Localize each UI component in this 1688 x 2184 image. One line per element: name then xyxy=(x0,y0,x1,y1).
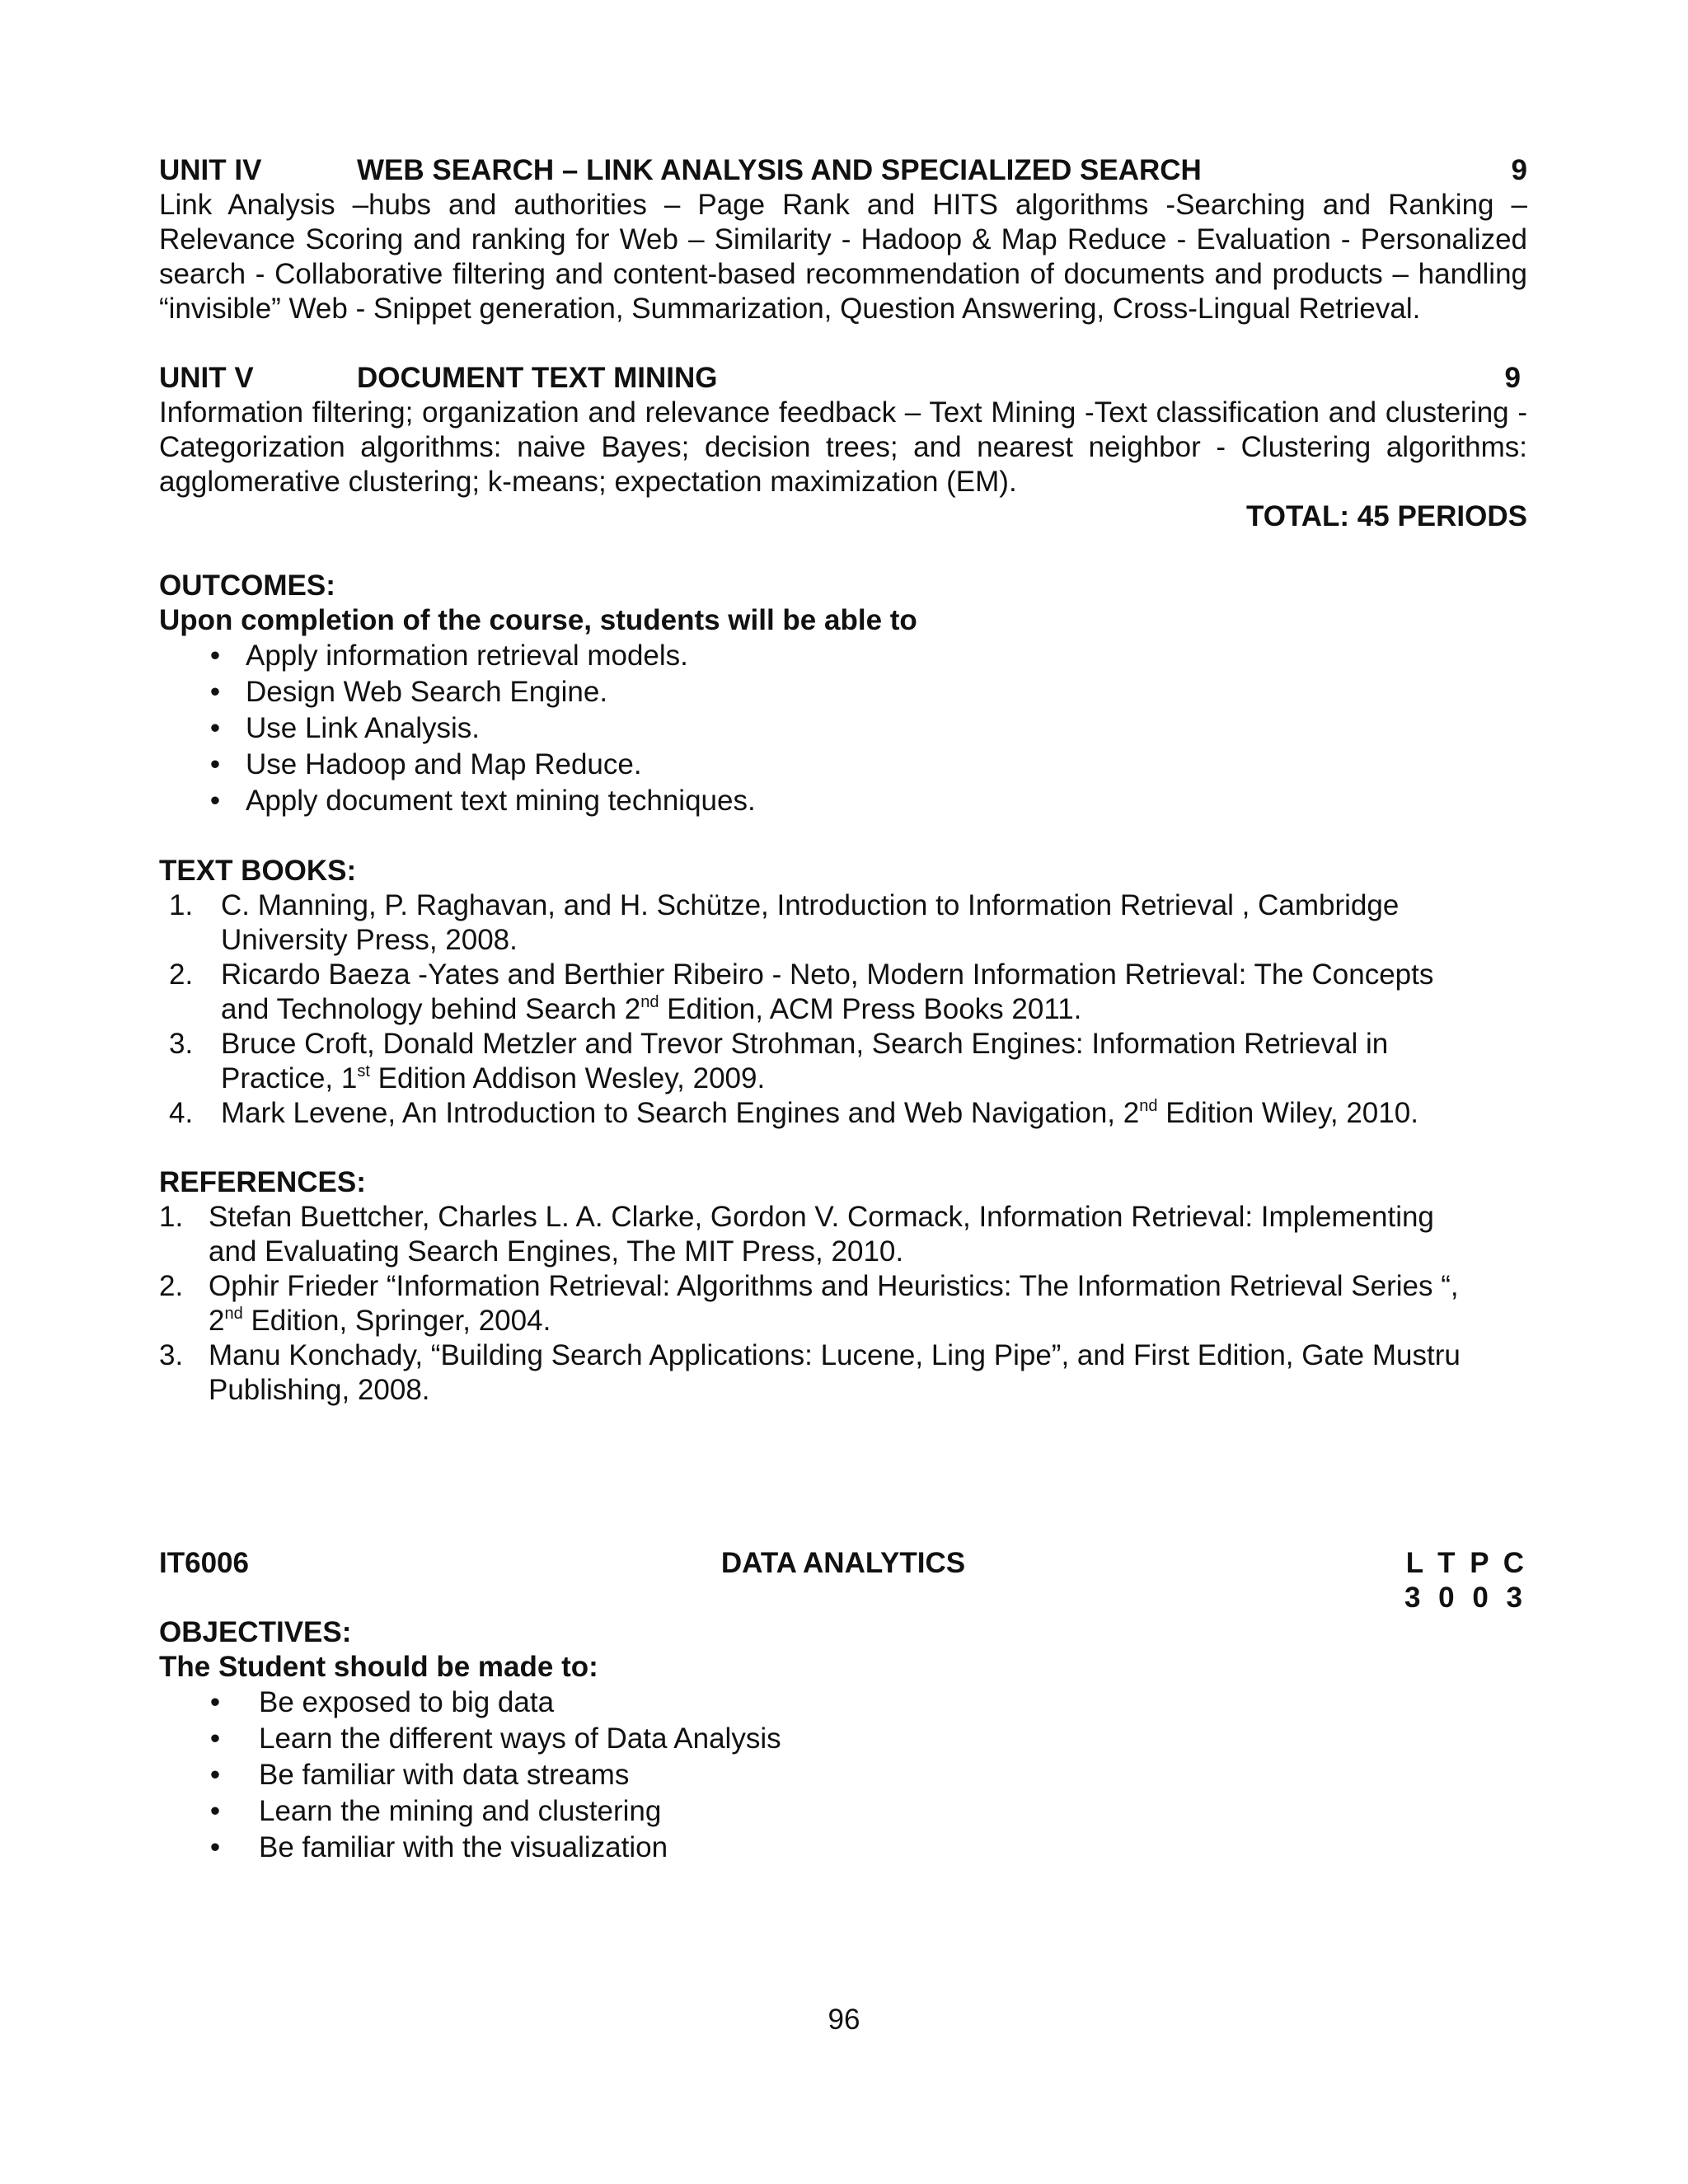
bullet-icon: • xyxy=(209,1722,221,1755)
list-item: • Apply information retrieval models. xyxy=(207,638,1527,674)
objectives-list xyxy=(159,1685,1527,1866)
unit-5-heading xyxy=(159,361,1527,396)
list-item: 2. Ricardo Baeza -Yates and Berthier Ribeiro - Neto, Modern Information Retrieval: The Concepts and Technology behind Search 2nd Edition, ACM Press Books 2011. xyxy=(169,958,1434,1025)
list-item: 3. Manu Konchady, “Building Search Applications: Lucene, Ling Pipe”, and First Edition, Gate Mustru Publishing, 2008. xyxy=(159,1339,1461,1406)
bullet-icon: • xyxy=(209,676,221,708)
bullet-icon: • xyxy=(209,1686,221,1718)
list-item: 4. Mark Levene, An Introduction to Search Engines and Web Navigation, 2nd Edition Wiley, 2010. xyxy=(169,1097,1418,1129)
course-title: DATA ANALYTICS xyxy=(720,1547,966,1579)
textbooks-heading: TEXT BOOKS: xyxy=(159,855,357,887)
list-item: 1. Stefan Buettcher, Charles L. A. Clarke, Gordon V. Cormack, Information Retrieval: Implementing and Evaluating Search Engines, The MIT Press, 2010. xyxy=(159,1201,1434,1268)
outcomes-heading: OUTCOMES: xyxy=(159,569,335,602)
course-heading xyxy=(159,1546,1527,1581)
unit-5-title: DOCUMENT TEXT MINING xyxy=(357,362,718,394)
textbooks-list xyxy=(159,888,1527,1131)
objectives-heading: OBJECTIVES: xyxy=(159,1616,352,1648)
bullet-icon: • xyxy=(209,748,221,780)
page-content xyxy=(159,153,1527,1866)
list-item: • Learn the different ways of Data Analysis xyxy=(207,1721,1527,1757)
unit-4-label: UNIT IV xyxy=(159,154,262,186)
page-number: 96 xyxy=(828,2004,860,2036)
unit-5-hours: 9 xyxy=(1504,362,1521,394)
unit-5-label: UNIT V xyxy=(159,362,254,394)
unit-4-title: WEB SEARCH – LINK ANALYSIS AND SPECIALIZED SEARCH xyxy=(357,154,1202,186)
unit-5-body: Information filtering; organization and relevance feedback – Text Mining -Text classification and clustering - Categorization algorithms: naive Bayes; decision trees; and nearest neighbor - Clustering algorithms: agglomerative clustering; k-means; expectation maximization (EM). xyxy=(159,396,1527,498)
course-credits: 3 0 0 3 xyxy=(1404,1582,1527,1614)
outcomes-list xyxy=(159,638,1527,819)
list-item: • Design Web Search Engine. xyxy=(207,674,1527,710)
references-heading: REFERENCES: xyxy=(159,1166,366,1198)
objectives-intro: The Student should be made to: xyxy=(159,1651,598,1683)
bullet-icon: • xyxy=(209,712,221,744)
bullet-icon: • xyxy=(209,640,221,672)
list-item: • Use Hadoop and Map Reduce. xyxy=(207,747,1527,783)
list-item: 2. Ophir Frieder “Information Retrieval: Algorithms and Heuristics: The Information Retrieval Series “, 2nd Edition, Springer, 2004. xyxy=(159,1270,1459,1337)
bullet-icon: • xyxy=(209,1795,221,1827)
unit-4-hours: 9 xyxy=(1511,154,1527,186)
list-item: • Be familiar with the visualization xyxy=(207,1830,1527,1866)
list-item: 3. Bruce Croft, Donald Metzler and Trevor Strohman, Search Engines: Information Retrieval in Practice, 1st Edition Addison Wesley, 2009. xyxy=(169,1028,1389,1094)
list-item: 1. C. Manning, P. Raghavan, and H. Schütze, Introduction to Information Retrieval , Cambridge University Press, 2008. xyxy=(169,889,1400,956)
unit-4-body: Link Analysis –hubs and authorities – Page Rank and HITS algorithms -Searching and Ranking – Relevance Scoring and ranking for Web – Similarity - Hadoop & Map Reduce - Evaluation - Personalized search - Collaborative filtering and content-based recommendation of documents and products – handling “invisible” Web - Snippet generation, Summarization, Question Answering, Cross-Lingual Retrieval. xyxy=(159,189,1527,325)
list-item: • Apply document text mining techniques. xyxy=(207,783,1527,819)
bullet-icon: • xyxy=(209,1759,221,1791)
outcomes-intro: Upon completion of the course, students will be able to xyxy=(159,604,917,636)
course-code: IT6006 xyxy=(159,1547,249,1579)
references-list xyxy=(159,1200,1527,1408)
bullet-icon: • xyxy=(209,785,221,817)
list-item: • Use Link Analysis. xyxy=(207,710,1527,747)
ltpc-label: L T P C xyxy=(1405,1547,1527,1579)
list-item: • Learn the mining and clustering xyxy=(207,1793,1527,1830)
bullet-icon: • xyxy=(209,1831,221,1863)
unit-4-heading xyxy=(159,153,1527,188)
list-item: • Be exposed to big data xyxy=(207,1685,1527,1721)
list-item: • Be familiar with data streams xyxy=(207,1757,1527,1793)
total-periods: TOTAL: 45 PERIODS xyxy=(1246,500,1527,532)
